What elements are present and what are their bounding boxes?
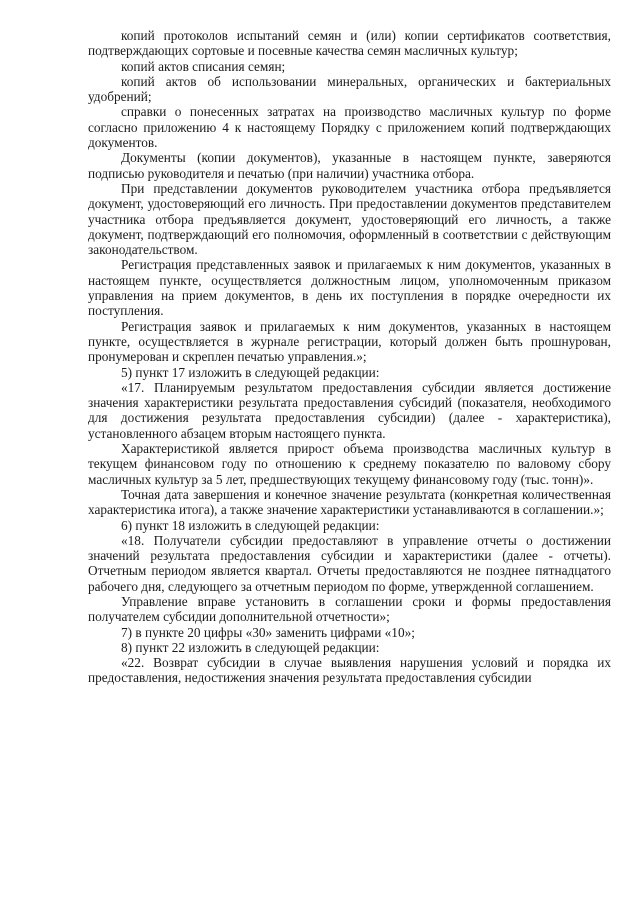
paragraph: справки о понесенных затратах на производство масличных культур по форме согласно приложению 4 к настоящему Порядку с приложением копий подтверждающих документов. [88, 104, 611, 151]
paragraph: копий актов об использовании минеральных, органических и бактериальных удобрений; [88, 73, 611, 105]
paragraph: 6) пункт 18 изложить в следующей редакции: [121, 517, 380, 533]
paragraph: копий протоколов испытаний семян и (или) копии сертификатов соответствия, подтверждающих сортовые и посевные качества семян масличных культур; [88, 28, 611, 59]
paragraph: Характеристикой является прирост объема производства масличных культур в текущем финансовом году по отношению к среднему показателю по валовому сбору масличных культур за 5 лет, предшествующих текущему финансовому году (тыс. тонн)». [88, 441, 611, 487]
paragraph: Регистрация заявок и прилагаемых к ним документов, указанных в настоящем пункте, осуществляется в журнале регистрации, который должен быть прошнурован, пронумерован и скреплен печатью управления.»; [88, 318, 611, 365]
paragraph: 8) пункт 22 изложить в следующей редакции: [121, 639, 380, 655]
paragraph: Точная дата завершения и конечное значение результата (конкретная количественная характеристика итога), а также значение характеристики устанавливаются в соглашении.»; [88, 486, 611, 518]
paragraph: «17. Планируемым результатом предоставления субсидии является достижение значения характеристики результата предоставления субсидий (показателя, необходимого для достижения результата предоставления субсидии) (далее - характеристика), установленного абзацем вторым настоящего пункта. [88, 379, 611, 441]
paragraph: Документы (копии документов), указанные в настоящем пункте, заверяются подписью руководителя и печатью (при наличии) участника отбора. [88, 150, 611, 181]
paragraph: копий актов списания семян; [121, 58, 286, 74]
paragraph: Регистрация представленных заявок и прилагаемых к ним документов, указанных в настоящем пункте, осуществляется должностным лицом, уполномоченным приказом управления на прием документов, в день их поступления в порядке очередности их поступления. [88, 257, 611, 319]
paragraph: «18. Получатели субсидии предоставляют в управление отчеты о достижении значений результата предоставления субсидии и характеристики (далее - отчеты). Отчетным периодом является квартал. Отчеты предоставляются не позднее пятнадцатого рабочего дня, следующего за отчетным периодом по форме, утвержденной соглашением. [88, 532, 611, 594]
document-body [88, 28, 611, 686]
paragraph: При представлении документов руководителем участника отбора предъявляется документ, удостоверяющий его личность. При предоставлении документов представителем участника отбора предъявляется документ, удостоверяющий его личность, а также документ, подтверждающий его полномочия, оформленный в соответствии с действующим законодательством. [88, 180, 611, 258]
paragraph: 5) пункт 17 изложить в следующей редакции: [121, 364, 380, 380]
paragraph: Управление вправе установить в соглашении сроки и формы предоставления получателем субсидии дополнительной отчетности»; [88, 593, 611, 625]
paragraph: «22. Возврат субсидии в случае выявления нарушения условий и порядка их предоставления, недостижения значения результата предоставления субсидии [88, 655, 611, 686]
paragraph: 7) в пункте 20 цифры «30» заменить цифрами «10»; [121, 624, 415, 640]
